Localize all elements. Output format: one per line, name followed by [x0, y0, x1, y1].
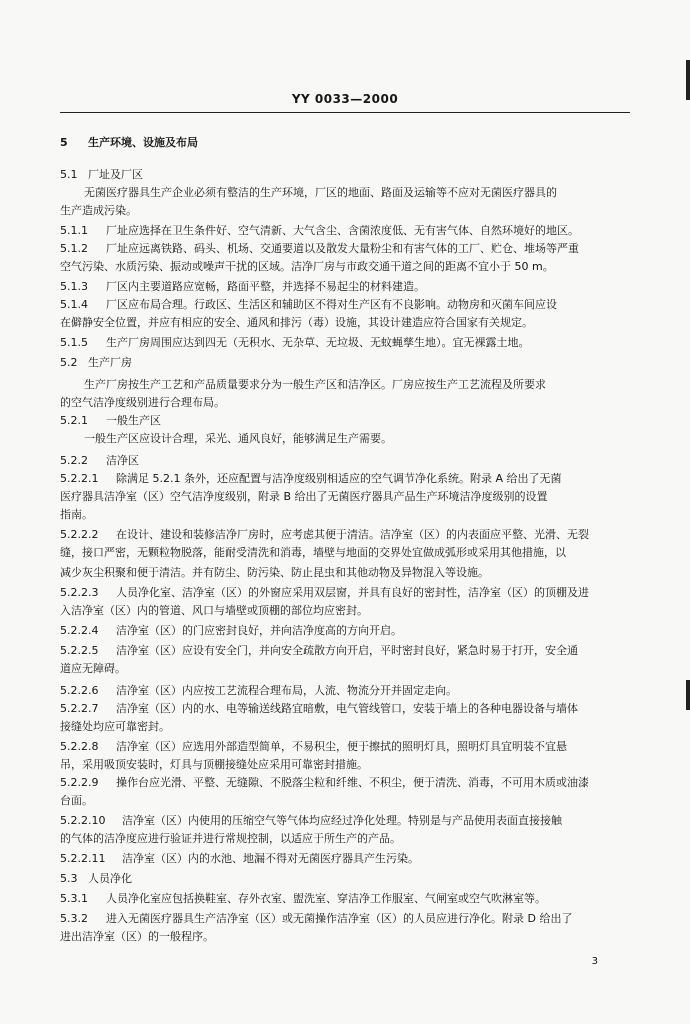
clause-text: 生产环境、设施及布局: [88, 136, 198, 149]
clause-number: 5.1.1: [60, 224, 88, 237]
clause-number: 5.1: [60, 168, 78, 181]
text-line: [60, 604, 638, 618]
clause-text: 医疗器具洁净室（区）空气洁净度级别，附录 B 给出了无菌医疗器具产品生产环境洁净度级别的设置: [60, 490, 548, 503]
text-line: [60, 260, 638, 274]
page-number: 3: [591, 956, 598, 967]
clause-line: [60, 814, 638, 828]
text-line: [60, 204, 638, 218]
header-rule: [60, 112, 630, 113]
clause-number: 5.2.2: [60, 454, 88, 467]
clause-number: 5.2.2.7: [60, 702, 99, 715]
clause-line: [60, 356, 638, 370]
clause-text: 进出洁净室（区）的一般程序。: [60, 930, 214, 943]
clause-line: [60, 280, 638, 294]
clause-text: 一般生产区应设计合理，采光、通风良好，能够满足生产需要。: [84, 432, 392, 445]
clause-text: 的气体的洁净度应进行验证并进行常规控制，以适应于所生产的产品。: [60, 832, 401, 845]
clause-text: 洁净室（区）内的水、电等输送线路宜暗敷，电气管线管口，安装于墙上的各种电器设备与墙体: [116, 702, 578, 715]
clause-text: 生产厂房按生产工艺和产品质量要求分为一般生产区和洁净区。厂房应按生产工艺流程及所要求: [84, 378, 546, 391]
text-line: [60, 930, 638, 944]
text-line: [84, 186, 638, 200]
clause-number: 5.1.5: [60, 336, 88, 349]
clause-line: [60, 852, 638, 866]
clause-number: 5: [60, 136, 68, 149]
clause-text: 厂址及厂区: [88, 168, 143, 181]
text-line: [60, 720, 638, 734]
clause-line: [60, 168, 638, 182]
clause-text: 人员净化室、洁净室（区）的外窗应采用双层窗，并具有良好的密封性，洁净室（区）的顶棚及进: [116, 586, 589, 599]
clause-text: 厂区应布局合理。行政区、生活区和辅助区不得对生产区有不良影响。动物房和灭菌车间应设: [106, 298, 557, 311]
clause-text: 空气污染、水质污染、振动或噪声干扰的区域。洁净厂房与市政交通干道之间的距离不宜小于 50 m。: [60, 260, 554, 273]
text-line: [60, 546, 638, 560]
clause-text: 厂址应远离铁路、码头、机场、交通要道以及散发大量粉尘和有害气体的工厂、贮仓、堆场等严重: [106, 242, 579, 255]
clause-number: 5.2.2.9: [60, 776, 99, 789]
clause-text: 台面。: [60, 794, 93, 807]
clause-number: 5.2.2.1: [60, 472, 99, 485]
clause-text: 厂区内主要道路应宽畅，路面平整，并选择不易起尘的材料建造。: [106, 280, 425, 293]
clause-number: 5.2.2.3: [60, 586, 99, 599]
clause-text: 入洁净室（区）内的管道、风口与墙壁或顶棚的部位均应密封。: [60, 604, 368, 617]
clause-line: [60, 892, 638, 906]
clause-text: 在僻静安全位置，并应有相应的安全、通风和排污（毒）设施，其设计建造应符合国家有关规定。: [60, 316, 533, 329]
clause-line: [60, 740, 638, 754]
text-line: [60, 566, 638, 580]
clause-line: [60, 702, 638, 716]
clause-number: 5.1.4: [60, 298, 88, 311]
standard-number-header: YY 0033—2000: [291, 92, 399, 106]
clause-text: 洁净室（区）应选用外部造型简单，不易积尘，便于擦拭的照明灯具，照明灯具宜明装不宜悬: [116, 740, 567, 753]
clause-text: 生产厂房: [88, 356, 132, 369]
clause-text: 除满足 5.2.1 条外，还应配置与洁净度级别相适应的空气调节净化系统。附录 A 给出了无菌: [116, 472, 562, 485]
clause-text: 洁净室（区）内的水池、地漏不得对无菌医疗器具产生污染。: [122, 852, 419, 865]
clause-number: 5.3: [60, 872, 78, 885]
clause-text: 厂址应选择在卫生条件好、空气清新、大气含尘、含菌浓度低、无有害气体、自然环境好的地区。: [106, 224, 579, 237]
clause-line: [60, 528, 638, 542]
clause-line: [60, 298, 638, 312]
text-line: [60, 316, 638, 330]
clause-line: [60, 414, 638, 428]
clause-text: 洁净室（区）内使用的压缩空气等气体均应经过净化处理。特别是与产品使用表面直接接触: [122, 814, 562, 827]
clause-text: 道应无障碍。: [60, 662, 126, 675]
clause-number: 5.2.2.10: [60, 814, 106, 827]
clause-text: 吊，采用吸顶安装时，灯具与顶棚接缝处应采用可靠密封措施。: [60, 758, 368, 771]
clause-text: 洁净室（区）应设有安全门，并向安全疏散方向开启，平时密封良好，紧急时易于打开，安全通: [116, 644, 578, 657]
text-line: [60, 758, 638, 772]
clause-text: 在设计、建设和装修洁净厂房时，应考虑其便于清洁。洁净室（区）的内表面应平整、光滑、无裂: [116, 528, 589, 541]
text-line: [60, 832, 638, 846]
clause-number: 5.2.2.11: [60, 852, 106, 865]
clause-number: 5.2.1: [60, 414, 88, 427]
text-line: [60, 794, 638, 808]
clause-line: [60, 224, 638, 238]
clause-text: 洁净室（区）内应按工艺流程合理布局，人流、物流分开并固定走向。: [116, 684, 457, 697]
clause-text: 操作台应光滑、平整、无缝隙、不脱落尘粒和纤维、不积尘，便于清洗、消毒，不可用木质或油漆: [116, 776, 589, 789]
clause-text: 洁净室（区）的门应密封良好，并向洁净度高的方向开启。: [116, 624, 402, 637]
clause-text: 人员净化室应包括换鞋室、存外衣室、盥洗室、穿洁净工作服室、气闸室或空气吹淋室等。: [106, 892, 546, 905]
clause-text: 生产造成污染。: [60, 204, 137, 217]
clause-number: 5.1.2: [60, 242, 88, 255]
clause-text: 缝，接口严密，无颗粒物脱落，能耐受清洗和消毒，墙壁与地面的交界处宜做成弧形或采用其他措施，以: [60, 546, 566, 559]
clause-line: [60, 624, 638, 638]
scan-edge-mark: [686, 60, 690, 100]
clause-number: 5.2.2.5: [60, 644, 99, 657]
clause-line: [60, 242, 638, 256]
clause-line: [60, 644, 638, 658]
clause-text: 进入无菌医疗器具生产洁净室（区）或无菌操作洁净室（区）的人员应进行净化。附录 D 给出了: [106, 912, 573, 925]
clause-text: 减少灰尘积聚和便于清洁。并有防尘、防污染、防止昆虫和其他动物及异物混入等设施。: [60, 566, 489, 579]
clause-line: [60, 912, 638, 926]
clause-number: 5.1.3: [60, 280, 88, 293]
scan-edge-mark: [686, 680, 690, 710]
clause-line: [60, 136, 638, 150]
clause-text: 人员净化: [88, 872, 132, 885]
clause-text: 一般生产区: [106, 414, 161, 427]
clause-number: 5.3.1: [60, 892, 88, 905]
clause-text: 的空气洁净度级别进行合理布局。: [60, 396, 225, 409]
text-line: [60, 662, 638, 676]
clause-number: 5.2.2.2: [60, 528, 99, 541]
text-line: [84, 378, 638, 392]
clause-text: 无菌医疗器具生产企业必须有整洁的生产环境，厂区的地面、路面及运输等不应对无菌医疗器具的: [84, 186, 557, 199]
text-line: [60, 490, 638, 504]
clause-line: [60, 586, 638, 600]
clause-number: 5.2.2.6: [60, 684, 99, 697]
clause-text: 接缝处均应可靠密封。: [60, 720, 170, 733]
clause-line: [60, 684, 638, 698]
clause-line: [60, 472, 638, 486]
clause-number: 5.2: [60, 356, 78, 369]
clause-text: 生产厂房周围应达到四无（无积水、无杂草、无垃圾、无蚊蝇孳生地）。宜无裸露土地。: [106, 336, 530, 349]
clause-number: 5.2.2.8: [60, 740, 99, 753]
clause-text: 洁净区: [106, 454, 139, 467]
clause-line: [60, 454, 638, 468]
text-line: [60, 508, 638, 522]
text-line: [60, 396, 638, 410]
clause-line: [60, 336, 638, 350]
clause-number: 5.3.2: [60, 912, 88, 925]
clause-text: 指南。: [60, 508, 93, 521]
text-line: [84, 432, 638, 446]
clause-line: [60, 776, 638, 790]
clause-number: 5.2.2.4: [60, 624, 99, 637]
clause-line: [60, 872, 638, 886]
